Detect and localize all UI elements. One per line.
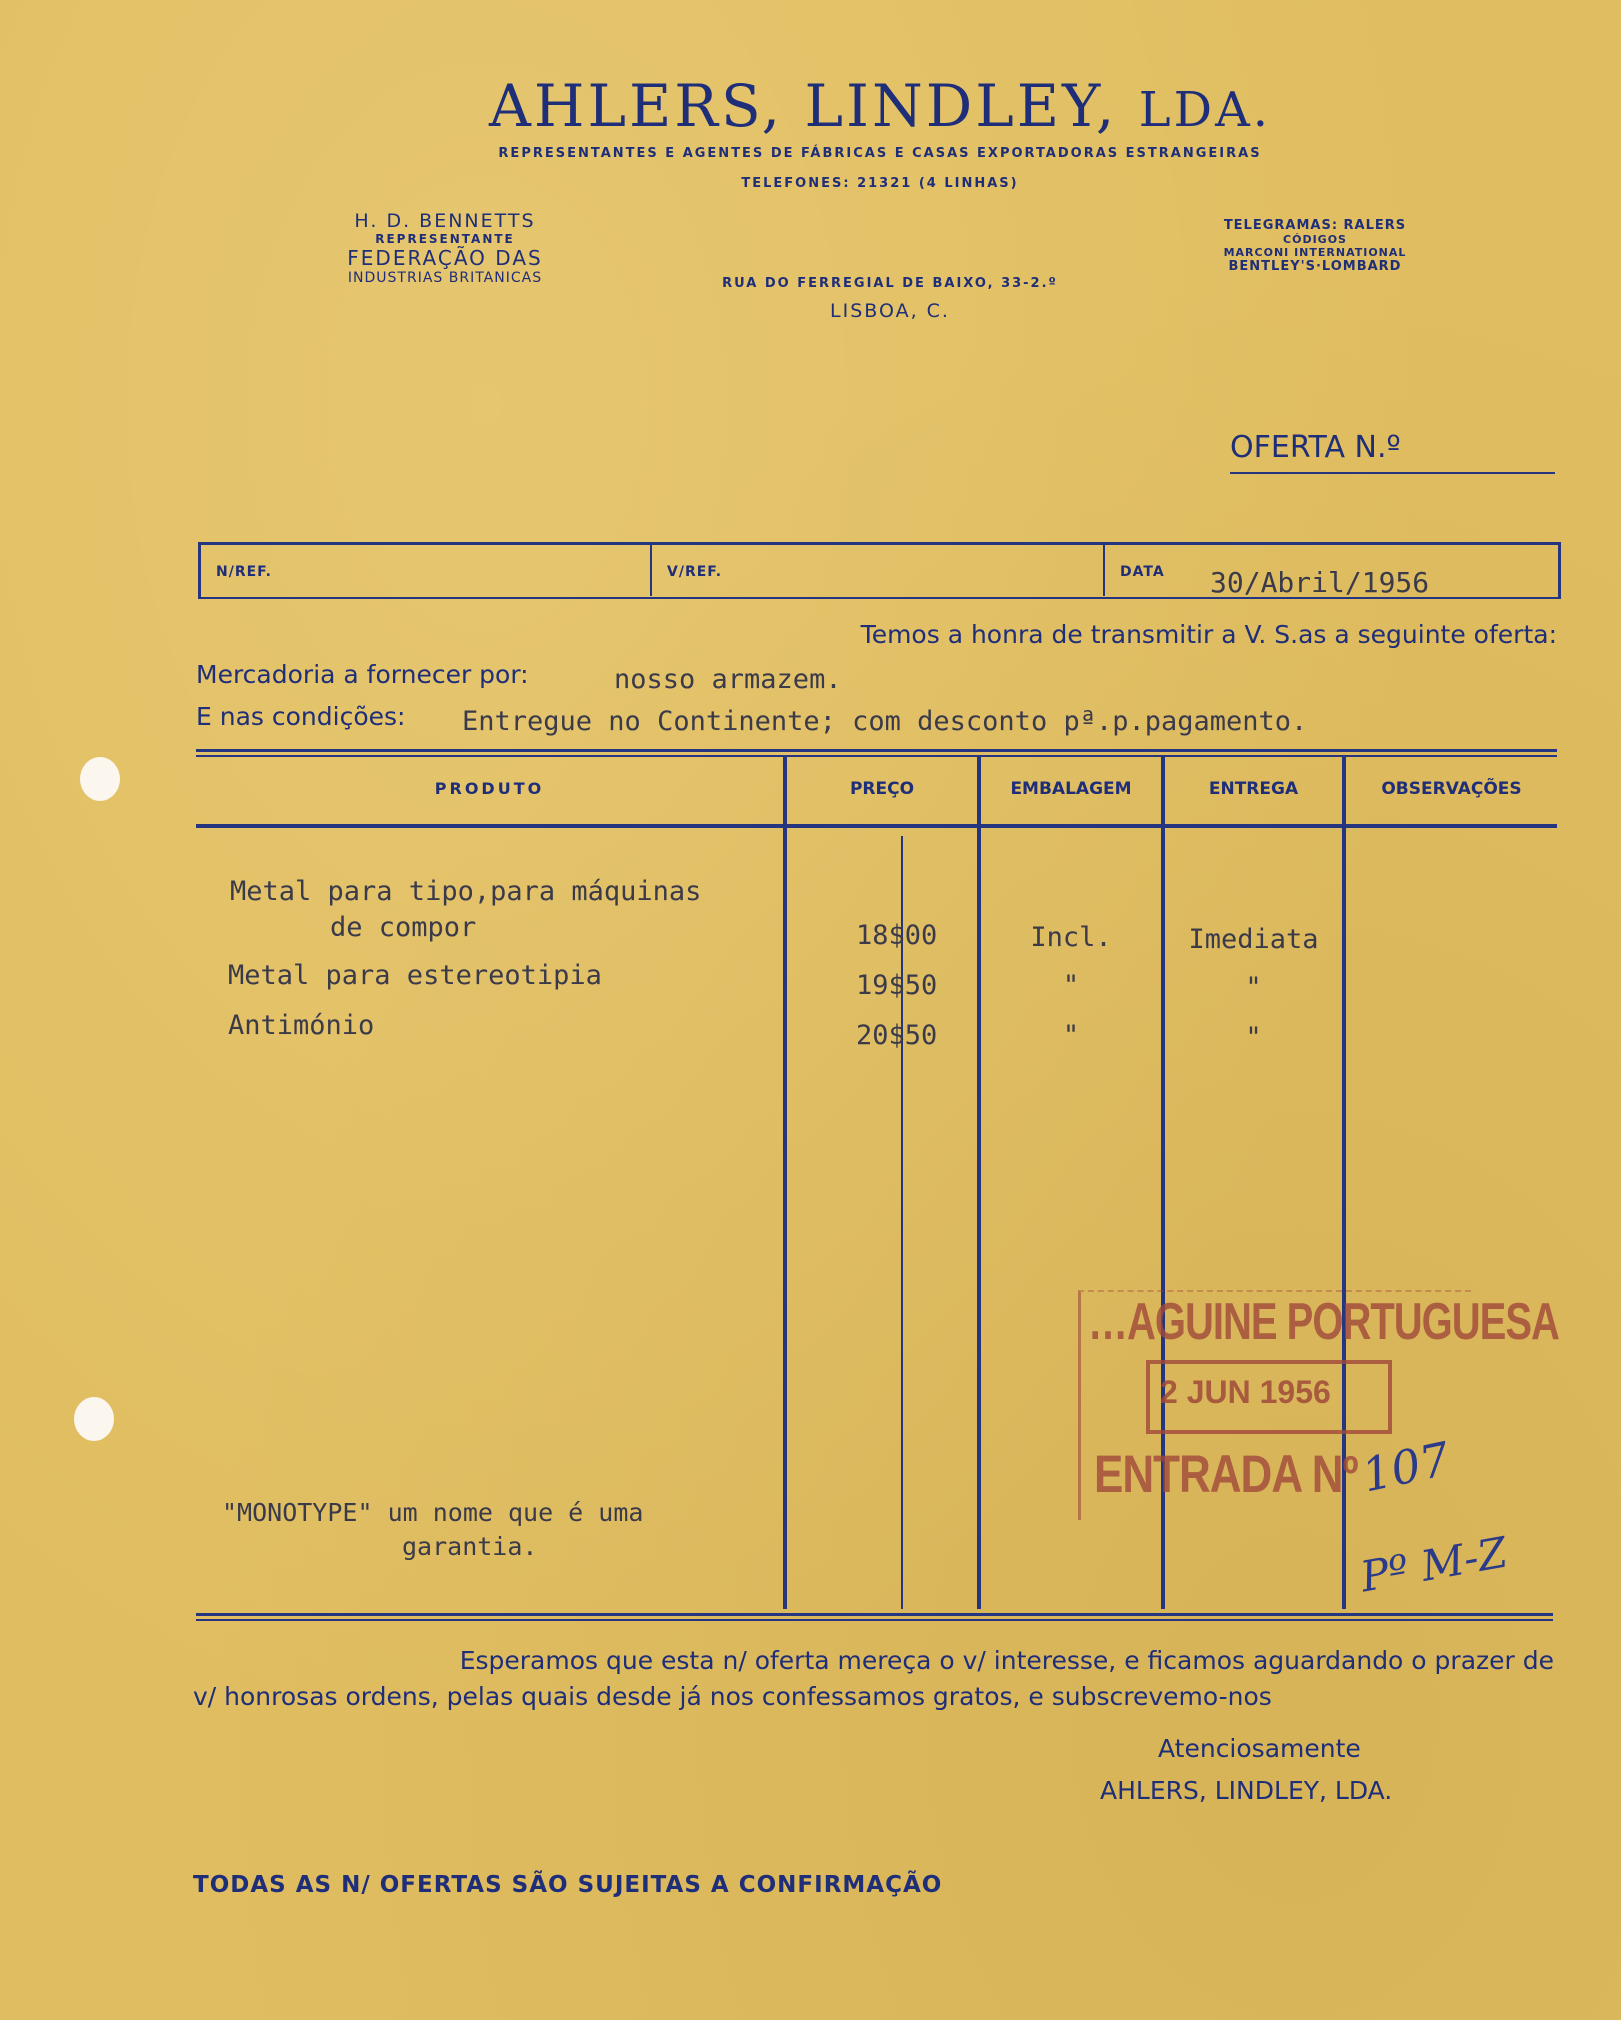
row1-delivery: Imediata (1188, 924, 1319, 955)
handwritten-entry-number: 107 (1357, 1431, 1455, 1503)
offer-number-line (1230, 472, 1555, 474)
company-phones: TELEFONES: 21321 (4 LINHAS) (741, 176, 1019, 191)
table-header-line (196, 824, 1557, 828)
stamp-top-text: …AGUINE PORTUGUESA (1088, 1293, 1559, 1351)
stamp-date: 2 JUN 1956 (1160, 1374, 1331, 1410)
row3-price: 20$50 (856, 1020, 938, 1051)
offer-number-label: OFERTA N.º (1230, 430, 1401, 465)
slogan-line1: "MONOTYPE" um nome que é uma (222, 1498, 644, 1527)
right-block (1190, 218, 1440, 274)
closing-line2: v/ honrosas ordens, pelas quais desde já nos confessamos gratos, e subscrevemo-nos (193, 1682, 1272, 1711)
codes-marconi: MARCONI INTERNATIONAL (1223, 246, 1407, 259)
table-top-line-2 (196, 755, 1557, 757)
signature-company: AHLERS, LINDLEY, LDA. (1100, 1776, 1393, 1805)
rep-name: H. D. BENNETTS (354, 210, 536, 232)
col-divider-2 (977, 757, 981, 1609)
intro-text: Temos a honra de transmitir a V. S.as a seguinte oferta: (860, 620, 1557, 649)
row1-price: 18$00 (856, 920, 938, 951)
header-produto: PRODUTO (434, 779, 545, 798)
row1-packing: Incl. (1030, 922, 1112, 953)
footer-note: TODAS AS N/ OFERTAS SÃO SUJEITAS A CONFIRMAÇÃO (193, 1872, 943, 1898)
row2-price: 19$50 (856, 970, 938, 1001)
company-name: AHLERS, LINDLEY, LDA. (488, 72, 1272, 140)
closing-line1: Esperamos que esta n/ oferta mereça o v/ interesse, e ficamos aguardando o prazer de (459, 1646, 1554, 1675)
row1-product-line1: Metal para tipo,para máquinas (230, 876, 702, 907)
sign-off: Atenciosamente (1158, 1734, 1361, 1763)
ref-divider-2 (1103, 544, 1105, 596)
vref-label: V/REF. (667, 564, 723, 580)
row3-product: Antimónio (228, 1010, 375, 1041)
price-decimal-divider (901, 836, 903, 1609)
rep-org-line1: FEDERAÇÃO DAS (347, 246, 543, 270)
handwritten-initials: Pº M-Z (1356, 1527, 1511, 1602)
table-top-line-1 (196, 749, 1557, 752)
row3-packing: " (1062, 1020, 1080, 1051)
codes-bentley: BENTLEY'S·LOMBARD (1228, 259, 1402, 274)
rep-role: REPRESENTANTE (375, 232, 515, 246)
table-bottom-line-2 (196, 1619, 1553, 1621)
codes-label: CÓDIGOS (1283, 233, 1347, 246)
supply-value: nosso armazem. (614, 664, 842, 695)
row1-product-line2: de compor (330, 912, 477, 943)
telegrams: TELEGRAMAS: RALERS (1223, 218, 1407, 233)
city-line: LISBOA, C. (830, 300, 950, 322)
header-entrega: ENTREGA (1208, 779, 1299, 799)
conditions-value: Entregue no Continente; com desconto pª.p.pagamento. (462, 706, 1308, 737)
ref-divider-1 (650, 544, 652, 596)
row3-delivery: " (1245, 1022, 1262, 1053)
company-subtitle: REPRESENTANTES E AGENTES DE FÁBRICAS E CASAS EXPORTADORAS ESTRANGEIRAS (498, 146, 1262, 161)
header-embalagem: EMBALAGEM (1010, 779, 1132, 799)
date-label: DATA (1120, 564, 1165, 580)
conditions-label: E nas condições: (196, 702, 406, 731)
left-block (320, 210, 570, 286)
header-observacoes: OBSERVAÇÕES (1381, 779, 1522, 799)
address-line: RUA DO FERREGIAL DE BAIXO, 33-2.º (722, 276, 1058, 291)
supply-label: Mercadoria a fornecer por: (196, 660, 529, 689)
punch-hole-top (80, 757, 120, 801)
row2-packing: " (1062, 970, 1080, 1001)
table-bottom-line-1 (196, 1613, 1553, 1616)
slogan-line2: garantia. (402, 1532, 538, 1561)
header-preco: PREÇO (849, 779, 915, 799)
date-value: 30/Abril/1956 (1210, 566, 1430, 599)
stamp-entry: ENTRADA Nº (1094, 1445, 1358, 1504)
rep-org-line2: INDUSTRIAS BRITANICAS (347, 270, 543, 286)
row2-product: Metal para estereotipia (228, 960, 602, 991)
nref-label: N/REF. (216, 564, 272, 580)
punch-hole-bottom (74, 1397, 114, 1441)
row2-delivery: " (1245, 972, 1262, 1003)
col-divider-1 (783, 757, 787, 1609)
